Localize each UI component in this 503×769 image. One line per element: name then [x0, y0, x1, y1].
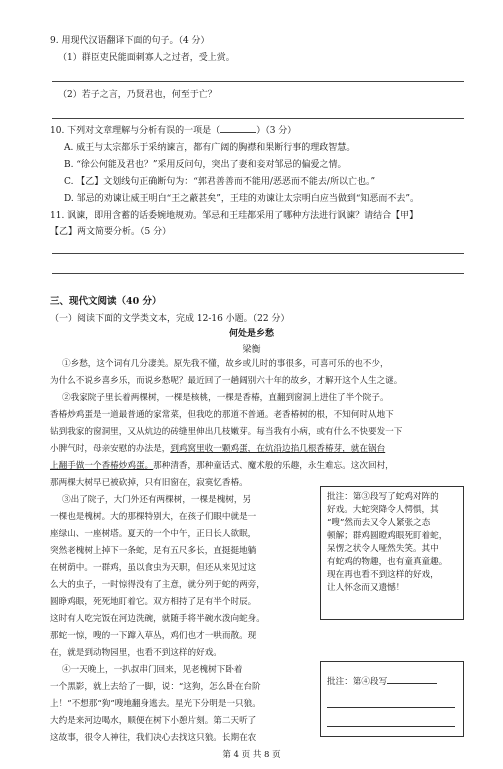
article-line: 这故事，很令人神往，我们决心去找这只狼。长期在农	[50, 733, 257, 743]
q10-option-a: A. 威王与太宗都乐于采纳谏言，都有广阔的胸襟和果断行事的理政智慧。	[64, 143, 356, 153]
article-line: 那两棵大树早已被砍掉，只有旧窗在，寂寞忆香椿。	[50, 478, 248, 488]
article-line: 为什么不说乡喜乡乐，而说乡愁呢？最近回了一趟阔别六十年的故乡，才解开这个人生之谜。	[50, 376, 403, 386]
article-line: 在树荫中。一群鸡，虽以食虫为天职，但还从来见过这	[50, 563, 257, 573]
answer-line[interactable]	[52, 273, 464, 274]
q11-title-line2: 【乙】两文简要分析。（5 分）	[50, 227, 172, 237]
underlined-sentence: 上翻手做一个香椿炒鸡蛋。	[50, 461, 154, 471]
article-line: 小脾气时，母亲安慰的办法是，到鸡窝里收一颗鸡蛋，在炕沿边掐几根香椿芽，就在锅台	[50, 444, 386, 454]
article-line: 大约是来河边喝水，顺便在树下小憩片刻。第二天听了	[50, 716, 257, 726]
q10-option-c: C. 【乙】文划线句正确断句为：“郭君善善而不能用/恶恶而不能去/所以亡也。”	[64, 177, 376, 187]
article-line: ③出了院子，大门外还有两棵树，一棵是槐树，另	[62, 495, 252, 505]
q9-sentence-2: （2）若子之言，乃贤君也，何至于亡？	[58, 90, 217, 100]
article-line: 这时有人吃完饭在河边洗碗，就随手将半碗水泼向蛇身。	[50, 614, 265, 624]
article-line: ①乡愁，这个词有几分凄美。原先我不懂，故乡或儿时的事很多，可喜可乐的也不少，	[62, 359, 389, 369]
q9-title: 9. 用现代汉语翻译下面的句子。（4 分）	[50, 36, 210, 46]
answer-line[interactable]	[327, 716, 455, 727]
q10-option-d: D. 邹忌的劝谏让威王明白“王之蔽甚矣”，王珪的劝谏让太宗明白应当做到“知恶而不去”。	[64, 194, 420, 204]
q11-title-line1: 11. 讽谏，即用含蓄的话委婉地规劝。邹忌和王珪都采用了哪种方法进行讽谏？请结合【甲】	[50, 211, 419, 221]
article-line: 钻到我家的窗洞里，又从炕边的砖缝里伸出几枝嫩芽。每当我有小病，或有什么不快要发一下	[50, 427, 403, 437]
article-line: 一个黑影，就上去给了一脚，说：“这狗，怎么卧在台阶	[50, 682, 261, 692]
article-line: 么大的虫子，一时惊得没有了主意，就分列于蛇的两旁，	[50, 580, 265, 590]
article-author: 梁衡	[242, 345, 261, 355]
q10-title: 10. 下列对文章理解与分析有误的一项是（ ）（3 分）	[50, 126, 297, 136]
annotation-box-paragraph-3: 批注：第③段写了蛇鸡对阵的 好戏。大蛇突降令人愕惧，其 “嗖”然而去又令人紧张之态 顿解；群鸡圆瞪鸡眼死盯着蛇， 呆愣之状令人哑然失笑。其中 有蛇鸡的物趣，也有童真童趣。 现在再也看不到这样的好戏， 让人怀念而又遗憾！	[320, 486, 464, 620]
underlined-sentence: 到鸡窝里收一颗鸡蛋，在炕沿边掐几根香椿芽，就在锅台	[170, 444, 386, 454]
article-line: 一棵也是槐树。大的那棵特别大，在孩子们眼中就是一	[50, 512, 257, 522]
section-subheading: （一）阅读下面的文学类文本，完成 12-16 小题。（22 分）	[50, 314, 290, 324]
answer-blank[interactable]	[387, 683, 437, 684]
article-line: 在，就是到动物园里，也看不到这样的好戏。	[50, 648, 222, 658]
answer-line[interactable]	[52, 118, 464, 119]
article-line: 那蛇一惊，嗖的一下蹿入草丛，鸡们也才一哄而散。现	[50, 631, 257, 641]
article-title: 何处是乡愁	[228, 329, 274, 339]
article-line: ②我家院子里长着两棵树，一棵是核桃，一棵是香椿，直翻到窗洞上进住了半个院子。	[62, 393, 389, 403]
article-line: 上翻手做一个香椿炒鸡蛋。那种清香，那种童话式、魔术般的乐趣，永生难忘。这次回村，	[50, 461, 394, 471]
article-line: 突然老槐树上掉下一条蛇，足有五尺多长，直挺挺地躺	[50, 546, 257, 556]
q9-sentence-1: （1）群臣吏民能面刺寡人之过者，受上赏。	[58, 53, 235, 63]
annotation-box-paragraph-4	[320, 661, 464, 737]
answer-line[interactable]	[52, 253, 464, 254]
page-footer: 第 4 页 共 8 页	[222, 750, 281, 760]
answer-line[interactable]	[327, 697, 455, 708]
section-heading: 三、现代文阅读（40 分）	[50, 296, 162, 307]
article-line: 上！”不想那“狗”嗖地翻身逃去。星光下分明是一只狼。	[50, 699, 261, 709]
answer-blank[interactable]	[220, 132, 256, 133]
article-line: 香椿炒鸡蛋是一道最普通的家常菜，但我吃的那道不普通。老香椿树的根，不知何时从地下	[50, 410, 394, 420]
article-line: 圆睁鸡眼，死死地盯着它。双方相持了足有半个时辰。	[50, 597, 257, 607]
article-line: 座绿山、一座树塔。夏天的一个中午，正日长人欲眠，	[50, 529, 257, 539]
article-line: ④一天晚上，一扒叔串门回来，见老槐树下卧着	[62, 665, 243, 675]
answer-line[interactable]	[52, 81, 464, 82]
annotation-label: 批注：第④段写	[327, 677, 388, 687]
q10-option-b: B. “徐公何能及君也？”采用反问句，突出了妻和妾对邹忌的偏爱之情。	[64, 160, 347, 170]
